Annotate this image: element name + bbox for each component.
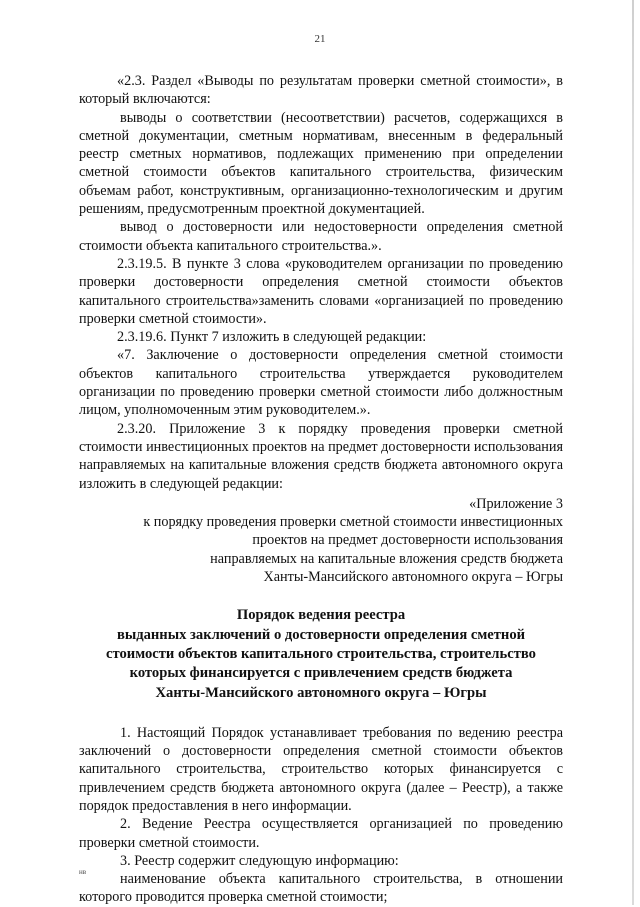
paragraph: 2.3.19.6. Пункт 7 изложить в следующей редакции: <box>117 329 427 346</box>
paragraph: 2.3.19.5. В пункте 3 слова «руководителем организации по проведению проверки достоверности определения сметной стоимости объектов капитального строительства»заменить словами «организацией по проведению проверки сметной стоимости». <box>79 255 563 327</box>
paragraph: 1. Настоящий Порядок устанавливает требования по ведению реестра заключений о достоверности определения сметной стоимости объектов капитального строительства, строительство которых финансируется с привлечением средств бюджета автономного округа (далее – Реестр), а также порядок предоставления в него информации. <box>79 724 563 814</box>
paragraph: вывод о достоверности или недостоверности определения сметной стоимости объекта капитального строительства.». <box>79 219 563 254</box>
title-line: Ханты-Мансийского автономного округа – Югры <box>155 684 487 701</box>
paragraph: 2.3.20. Приложение 3 к порядку проведения проверки сметной стоимости инвестиционных проектов на предмет достоверности использования направляемых на капитальные вложения средств бюджета автономного округа изложить в следующей редакции: <box>79 420 563 492</box>
appendix-line: направляемых на капитальные вложения средств бюджета <box>210 550 563 567</box>
footer-code: нв <box>79 868 87 876</box>
title-line: стоимости объектов капитального строительства, строительство <box>106 645 536 662</box>
appendix-header <box>79 495 563 586</box>
appendix-line: Ханты-Мансийского автономного округа – Югры <box>263 569 563 586</box>
title-line: Порядок ведения реестра <box>236 607 406 624</box>
paragraph: выводы о соответствии (несоответствии) расчетов, содержащихся в сметной документации, сметным нормативам, внесенным в федеральный реестр сметных нормативов, подлежащих применению при определении сметной стоимости объектов капитального строительства, физическим объемам работ, конструктивным, организационно-технологическим и другим решениям, предусмотренным проектной документацией. <box>79 109 563 218</box>
appendix-line: к порядку проведения проверки сметной стоимости инвестиционных <box>143 514 563 531</box>
appendix-line: «Приложение 3 <box>469 495 563 512</box>
paragraph: «7. Заключение о достоверности определения сметной стоимости объектов капитального строительства утверждается руководителем организации по проведению проверки сметной стоимости либо должностным лицом, уполномоченным этим руководителем.». <box>79 347 563 419</box>
title-line: которых финансируется с привлечением средств бюджета <box>129 665 513 682</box>
title-line: выданных заключений о достоверности определения сметной <box>116 626 526 643</box>
paragraph: 2. Ведение Реестра осуществляется организацией по проведению проверки сметной стоимости. <box>79 816 563 851</box>
page-number: 21 <box>314 33 326 45</box>
paragraph: «2.3. Раздел «Выводы по результатам проверки сметной стоимости», в который включаются: <box>79 73 563 108</box>
document-body <box>79 72 563 907</box>
paragraph: наименование объекта капитального строительства, в отношении которого проводится проверка сметной стоимости; <box>79 871 563 906</box>
section-title <box>79 606 563 702</box>
appendix-line: проектов на предмет достоверности использования <box>252 532 563 549</box>
scan-edge <box>632 0 634 905</box>
paragraph: 3. Реестр содержит следующую информацию: <box>120 852 399 869</box>
